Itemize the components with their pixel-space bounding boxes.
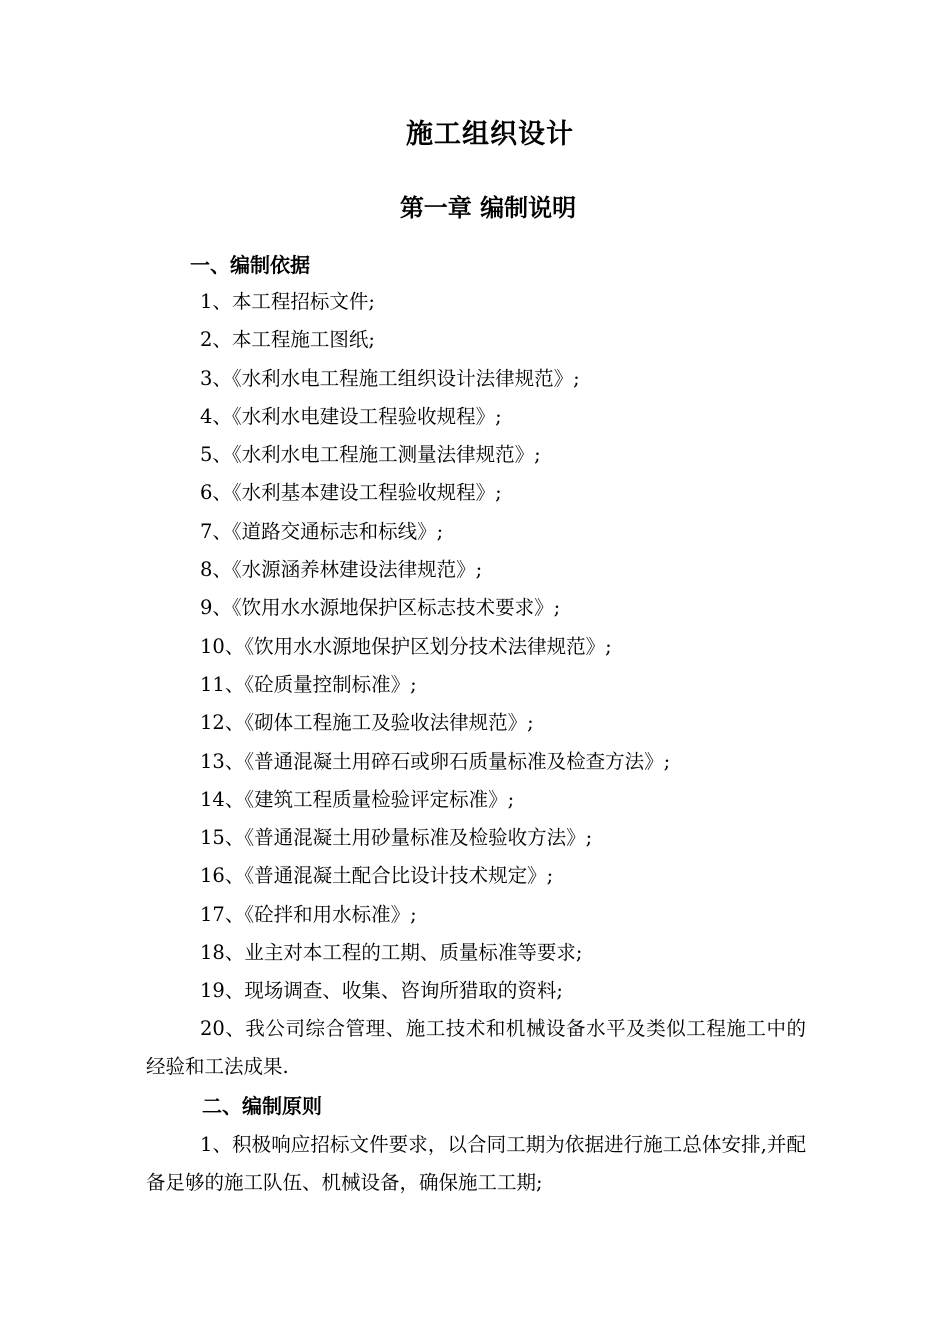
- principle-paragraph: 1、积极响应招标文件要求，以合同工期为依据进行施工总体安排,并配备足够的施工队伍、机械设备，确保施工工期;: [146, 1133, 806, 1194]
- section-heading-principles: 二、编制原则: [202, 1094, 322, 1118]
- document-title: 施工组织设计: [406, 119, 574, 150]
- list-item: 12、《砌体工程施工及验收法律规范》;: [200, 711, 534, 735]
- list-item: 1、本工程招标文件;: [200, 290, 375, 313]
- list-item: 6、《水利基本建设工程验收规程》;: [200, 481, 502, 505]
- list-item: 14、《建筑工程质量检验评定标准》;: [200, 787, 515, 811]
- list-item-paragraph: 20、我公司综合管理、施工技术和机械设备水平及类似工程施工中的经验和工法成果.: [146, 1017, 806, 1078]
- basis-list: [200, 288, 670, 1016]
- list-item: 3、《水利水电工程施工组织设计法律规范》;: [200, 366, 580, 390]
- list-item: 7、《道路交通标志和标线》;: [200, 519, 444, 543]
- list-item: 11、《砼质量控制标准》;: [200, 672, 417, 696]
- list-item: 5、《水利水电工程施工测量法律规范》;: [200, 443, 541, 467]
- section-heading-basis: 一、编制依据: [190, 253, 310, 277]
- list-item: 17、《砼拌和用水标准》;: [200, 902, 417, 926]
- list-item: 13、《普通混凝土用碎石或卵石质量标准及检查方法》;: [200, 749, 671, 773]
- chapter-title: 第一章 编制说明: [399, 193, 577, 222]
- list-item: 18、业主对本工程的工期、质量标准等要求;: [200, 941, 583, 965]
- list-item: 4、《水利水电建设工程验收规程》;: [200, 404, 502, 428]
- list-item: 8、《水源涵养林建设法律规范》;: [200, 558, 483, 582]
- list-item: 9、《饮用水水源地保护区标志技术要求》;: [200, 596, 561, 620]
- list-item: 16、《普通混凝土配合比设计技术规定》;: [200, 864, 554, 888]
- list-item: 2、本工程施工图纸;: [200, 328, 375, 352]
- list-item: 19、现场调查、收集、咨询所猎取的资料;: [200, 979, 563, 1003]
- list-item: 15、《普通混凝土用砂量标准及检验收方法》;: [200, 826, 593, 850]
- list-item: 10、《饮用水水源地保护区划分技术法律规范》;: [200, 634, 612, 658]
